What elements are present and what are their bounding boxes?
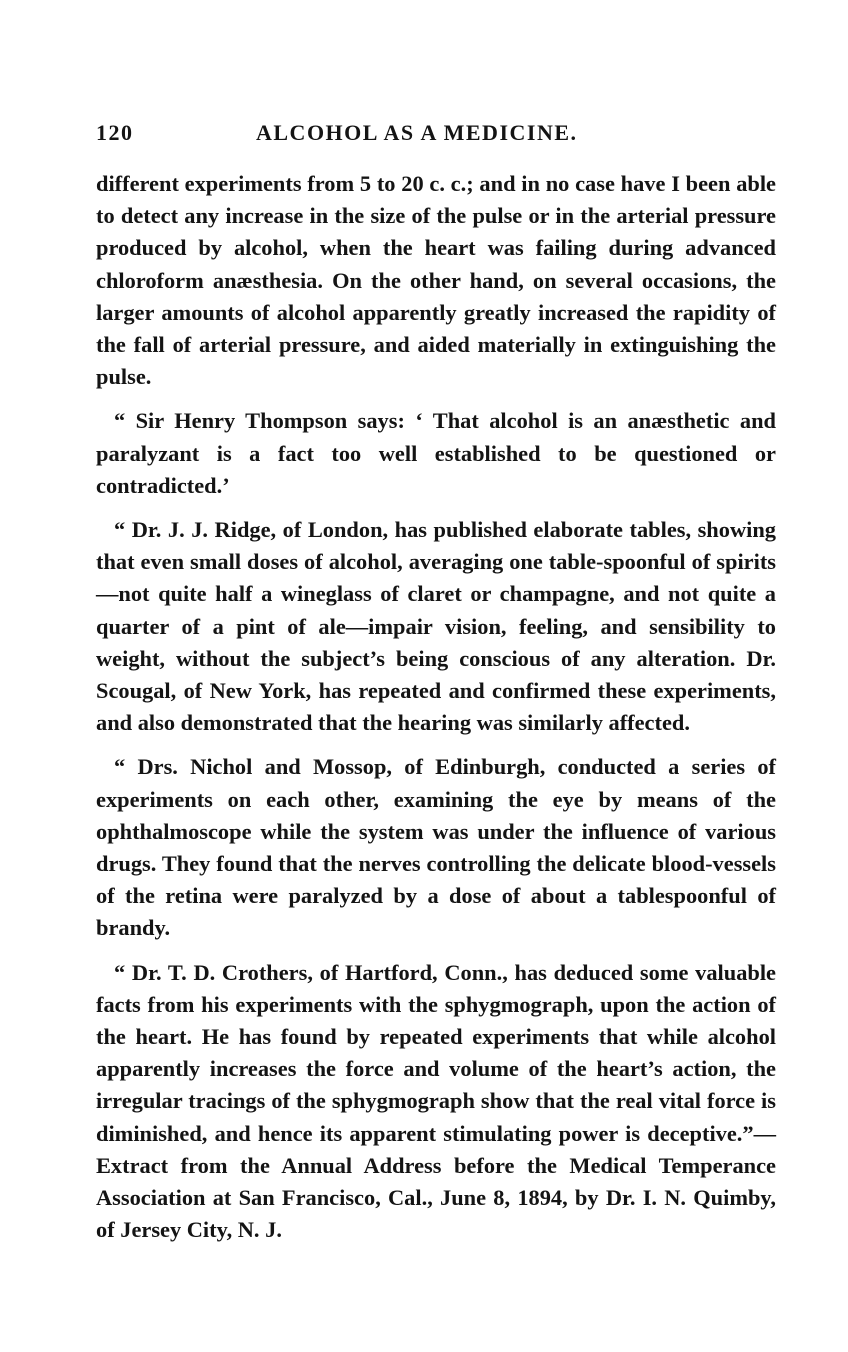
running-title: ALCOHOL AS A MEDICINE. (256, 120, 578, 145)
thompson-quote-paragraph: “ Sir Henry Thompson says: ‘ That alcohol is an anæsthetic and paralyzant is a fact too well established to be questioned or contradicted.’ (96, 408, 776, 498)
nichol-mossop-quote-paragraph: “ Drs. Nichol and Mossop, of Edinburgh, conducted a series of experiments on each other, examining the eye by means of the ophthalmoscope while the system was under the influence of various drugs. They found that the nerves controlling the delicate blood-vessels of the retina were paralyzed by a dose of about a tablespoonful of brandy. (96, 754, 776, 941)
body-text (96, 168, 776, 1247)
crothers-quote-paragraph: “ Dr. T. D. Crothers, of Hartford, Conn., has deduced some valuable facts from his experiments with the sphygmograph, upon the action of the heart. He has found by repeated experiments that while alcohol apparently increases the force and volume of the heart’s action, the irregular tracings of the sphygmograph show that the real vital force is diminished, and hence its apparent stimulating power is deceptive.”—Extract from the Annual Address before the Medical Temperance Association at San Francisco, Cal., June 8, 1894, by Dr. I. N. Quimby, of Jersey City, N. J. (96, 959, 776, 1243)
page-number: 120 (96, 120, 134, 145)
running-head (96, 116, 776, 150)
ridge-quote-paragraph: “ Dr. J. J. Ridge, of London, has published elaborate tables, showing that even small doses of alcohol, averaging one table-spoonful of spirits—not quite half a wineglass of claret or champagne, and not quite a quarter of a pint of ale—impair vision, feeling, and sensibility to weight, without the subject’s being conscious of any alteration. Dr. Scougal, of New York, has repeated and confirmed these experiments, and also demonstrated that the hearing was similarly affected. (96, 517, 776, 736)
continued-paragraph: different experiments from 5 to 20 c. c.; and in no case have I been able to detect any increase in the size of the pulse or in the arterial pressure produced by alcohol, when the heart was failing during advanced chloroform anæsthesia. On the other hand, on several occasions, the larger amounts of alcohol apparently greatly increased the rapidity of the fall of arterial pressure, and aided materially in extinguishing the pulse. (96, 171, 776, 390)
